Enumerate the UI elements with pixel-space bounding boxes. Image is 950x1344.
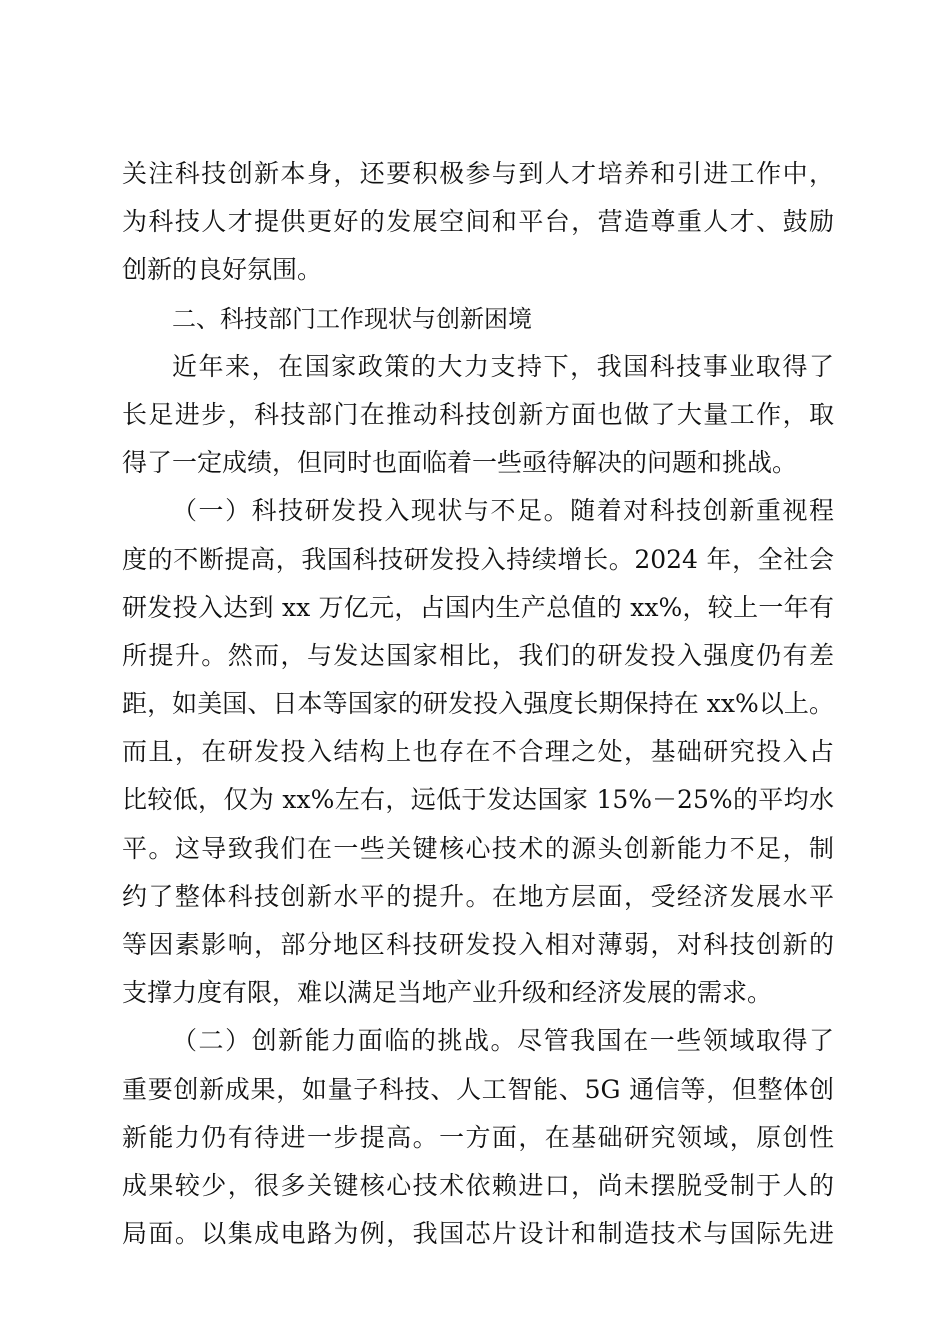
body-line: 等因素影响，部分地区科技研发投入相对薄弱，对科技创新的: [122, 930, 834, 959]
body-line: 长足进步，科技部门在推动科技创新方面也做了大量工作，取: [122, 399, 834, 429]
subsection-line: （二）创新能力面临的挑战。尽管我国在一些领域取得了: [172, 1026, 834, 1056]
body-line: 为科技人才提供更好的发展空间和平台，营造尊重人才、鼓励: [122, 207, 834, 237]
body-line: 创新的良好氛围。: [122, 255, 323, 285]
body-line: 比较低，仅为 xx%左右，远低于发达国家 15%－25%的平均水: [122, 785, 834, 815]
document-body: [122, 150, 834, 1258]
body-line: 关注科技创新本身，还要积极参与到人才培养和引进工作中，: [122, 159, 834, 188]
body-line: 得了一定成绩，但同时也面临着一些亟待解决的问题和挑战。: [122, 448, 798, 478]
body-line: 局面。以集成电路为例，我国芯片设计和制造技术与国际先进: [122, 1219, 834, 1249]
body-line: 平。这导致我们在一些关键核心技术的源头创新能力不足，制: [122, 833, 834, 863]
body-line: 所提升。然而，与发达国家相比，我们的研发投入强度仍有差: [122, 640, 834, 670]
body-line: 支撑力度有限，难以满足当地产业升级和经济发展的需求。: [122, 978, 773, 1008]
body-line: 距，如美国、日本等国家的研发投入强度长期保持在 xx%以上。: [122, 689, 834, 719]
body-line: 重要创新成果，如量子科技、人工智能、5G 通信等，但整体创: [122, 1074, 834, 1104]
body-line: 新能力仍有待进一步提高。一方面，在基础研究领域，原创性: [122, 1122, 834, 1152]
body-line: 近年来，在国家政策的大力支持下，我国科技事业取得了: [172, 351, 834, 381]
subsection-line: （一）科技研发投入现状与不足。随着对科技创新重视程: [172, 496, 834, 526]
body-line: 研发投入达到 xx 万亿元，占国内生产总值的 xx%，较上一年有: [122, 592, 834, 622]
body-line: 而且，在研发投入结构上也存在不合理之处，基础研究投入占: [122, 737, 834, 767]
body-line: 成果较少，很多关键核心技术依赖进口，尚未摆脱受制于人的: [122, 1170, 834, 1200]
body-line: 约了整体科技创新水平的提升。在地方层面，受经济发展水平: [122, 881, 834, 911]
body-line: 度的不断提高，我国科技研发投入持续增长。2024 年，全社会: [122, 544, 834, 574]
section-heading: 二、科技部门工作现状与创新困境: [172, 304, 532, 333]
